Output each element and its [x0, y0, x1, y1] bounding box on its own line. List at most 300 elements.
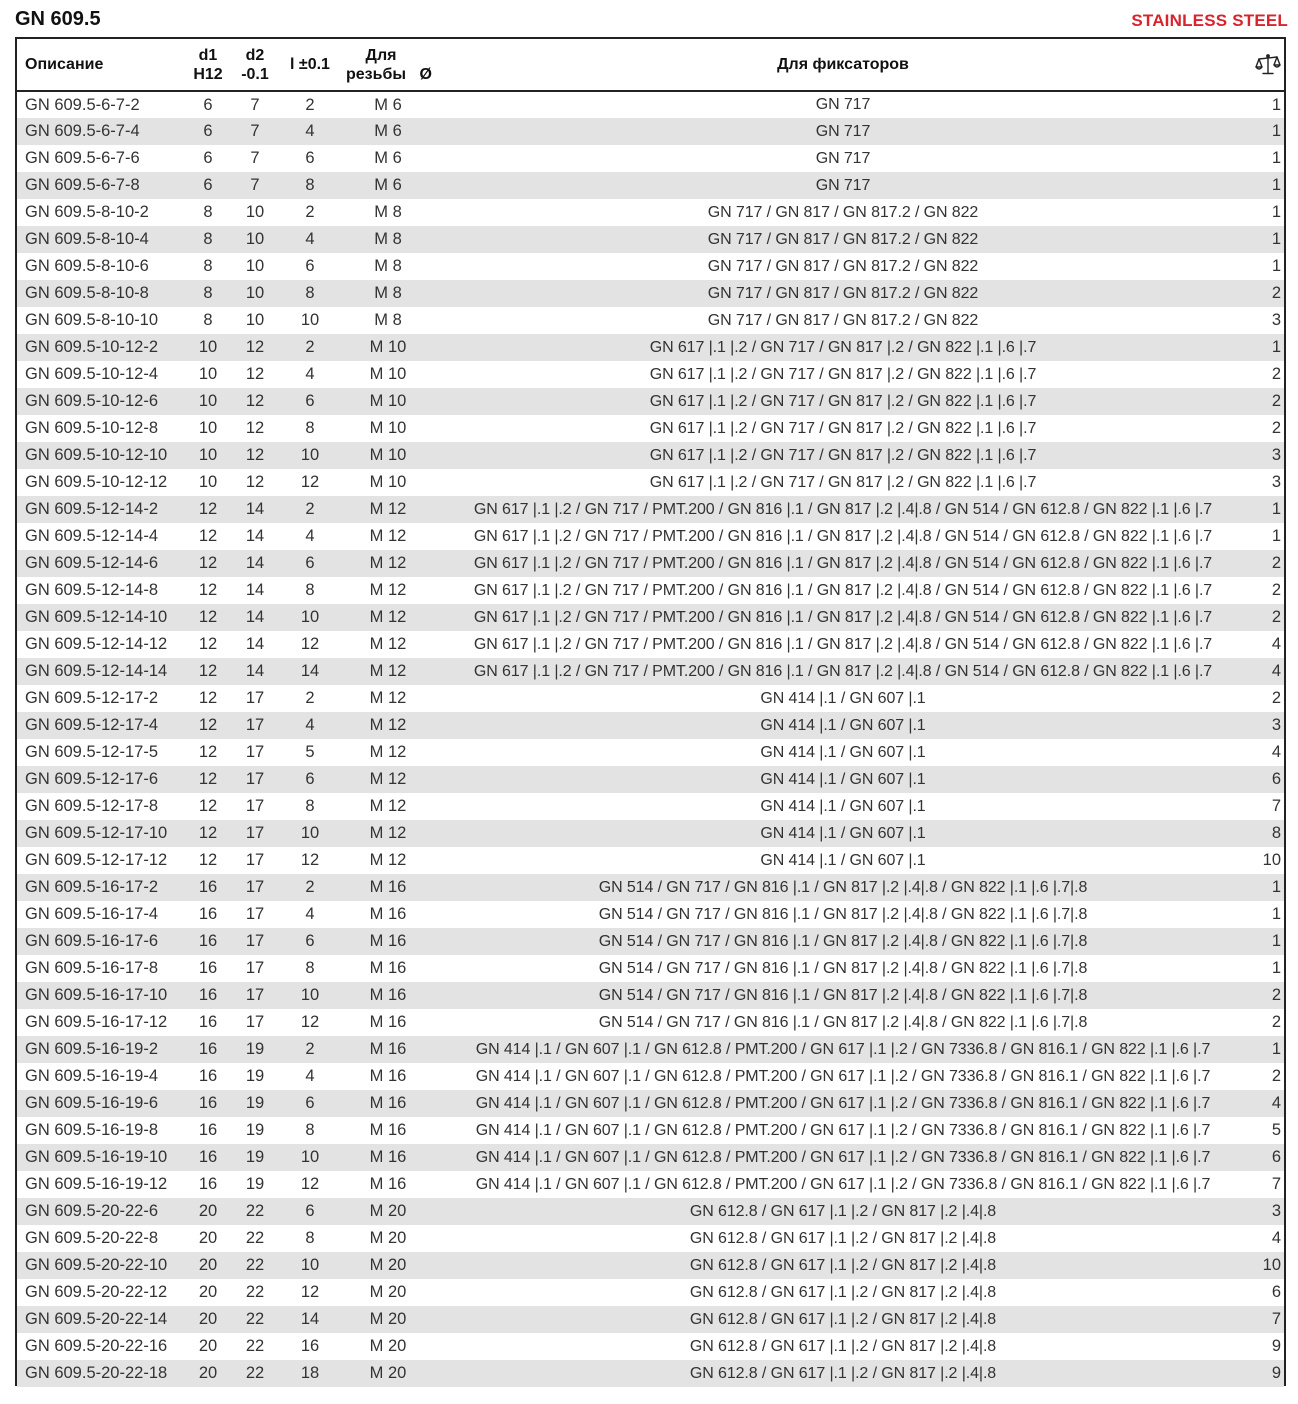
cell-thread: M 12: [369, 554, 407, 572]
cell-description: GN 609.5-8-10-2: [25, 203, 149, 221]
cell-thread: M 12: [369, 797, 407, 815]
cell-d1: 12: [198, 851, 218, 869]
cell-locking: GN 612.8 / GN 617 |.1 |.2 / GN 817 |.2 |.4|.8: [689, 1283, 997, 1301]
table-row: [17, 523, 1284, 550]
cell-d1: 20: [198, 1337, 218, 1355]
cell-d1: 20: [198, 1202, 218, 1220]
cell-l: 10: [300, 608, 320, 626]
cell-d2: 14: [245, 527, 265, 545]
cell-d2: 14: [245, 635, 265, 653]
table-row: [17, 280, 1284, 307]
cell-d2: 17: [245, 932, 265, 950]
cell-locking: GN 414 |.1 / GN 607 |.1 / GN 612.8 / PMT.200 / GN 617 |.1 |.2 / GN 7336.8 / GN 816.1 / GN 822 |.1 |.6 |.7: [475, 1094, 1211, 1112]
cell-description: GN 609.5-10-12-10: [25, 446, 168, 464]
cell-d1: 10: [198, 446, 218, 464]
cell-d1: 12: [198, 716, 218, 734]
cell-d1: 16: [198, 1094, 218, 1112]
cell-d1: 12: [198, 554, 218, 572]
cell-locking: GN 414 |.1 / GN 607 |.1: [760, 689, 926, 707]
cell-d1: 20: [198, 1364, 218, 1382]
cell-thread: M 16: [369, 878, 407, 896]
table-row: [17, 982, 1284, 1009]
cell-locking: GN 617 |.1 |.2 / GN 717 / GN 817 |.2 / GN 822 |.1 |.6 |.7: [649, 419, 1037, 437]
cell-d2: 10: [245, 230, 265, 248]
cell-weight: 2: [1271, 1067, 1281, 1085]
cell-locking: GN 617 |.1 |.2 / GN 717 / GN 817 |.2 / GN 822 |.1 |.6 |.7: [649, 365, 1037, 383]
cell-description: GN 609.5-12-14-6: [25, 554, 158, 572]
cell-locking: GN 414 |.1 / GN 607 |.1: [760, 743, 926, 761]
cell-d1: 12: [198, 689, 218, 707]
cell-d1: 10: [198, 473, 218, 491]
cell-d2: 10: [245, 311, 265, 329]
cell-thread: M 20: [369, 1310, 407, 1328]
cell-l: 8: [305, 797, 315, 815]
spec-table: [17, 39, 1284, 1387]
table-row: [17, 577, 1284, 604]
cell-d2: 17: [245, 824, 265, 842]
table-row: [17, 550, 1284, 577]
cell-thread: M 12: [369, 851, 407, 869]
cell-weight: 3: [1271, 716, 1281, 734]
cell-thread: M 20: [369, 1283, 407, 1301]
table-row: [17, 1117, 1284, 1144]
cell-locking: GN 617 |.1 |.2 / GN 717 / PMT.200 / GN 816 |.1 / GN 817 |.2 |.4|.8 / GN 514 / GN 612.8 / GN 822 |.1 |.6 |.7: [473, 500, 1213, 518]
cell-d1: 16: [198, 1067, 218, 1085]
cell-d2: 7: [250, 176, 260, 194]
cell-d1: 12: [198, 635, 218, 653]
cell-l: 8: [305, 1229, 315, 1247]
cell-d1: 12: [198, 662, 218, 680]
cell-thread: M 16: [369, 1067, 407, 1085]
table-row: [17, 388, 1284, 415]
cell-l: 4: [305, 905, 315, 923]
cell-l: 4: [305, 365, 315, 383]
cell-locking: GN 414 |.1 / GN 607 |.1 / GN 612.8 / PMT.200 / GN 617 |.1 |.2 / GN 7336.8 / GN 816.1 / GN 822 |.1 |.6 |.7: [475, 1040, 1211, 1058]
cell-thread: M 6: [374, 122, 402, 140]
cell-thread: M 6: [374, 149, 402, 167]
table-row: [17, 685, 1284, 712]
cell-locking: GN 514 / GN 717 / GN 816 |.1 / GN 817 |.2 |.4|.8 / GN 822 |.1 |.6 |.7|.8: [598, 932, 1088, 950]
table-body: [17, 91, 1284, 1387]
cell-d2: 12: [245, 338, 265, 356]
cell-thread: M 12: [369, 500, 407, 518]
cell-weight: 8: [1271, 824, 1281, 842]
cell-d2: 19: [245, 1121, 265, 1139]
cell-thread: M 12: [369, 662, 407, 680]
cell-thread: M 16: [369, 1013, 407, 1031]
cell-d2: 17: [245, 797, 265, 815]
cell-thread: M 16: [369, 1094, 407, 1112]
cell-locking: GN 414 |.1 / GN 607 |.1 / GN 612.8 / PMT.200 / GN 617 |.1 |.2 / GN 7336.8 / GN 816.1 / GN 822 |.1 |.6 |.7: [475, 1175, 1211, 1193]
cell-l: 10: [300, 824, 320, 842]
cell-d1: 16: [198, 1013, 218, 1031]
cell-l: 2: [305, 689, 315, 707]
cell-d2: 10: [245, 203, 265, 221]
cell-d2: 19: [245, 1094, 265, 1112]
cell-l: 18: [300, 1364, 320, 1382]
cell-weight: 6: [1271, 1148, 1281, 1166]
cell-thread: M 10: [369, 419, 407, 437]
cell-l: 6: [305, 392, 315, 410]
cell-d1: 16: [198, 1148, 218, 1166]
cell-d1: 12: [198, 608, 218, 626]
cell-d2: 17: [245, 770, 265, 788]
cell-weight: 1: [1271, 527, 1281, 545]
cell-locking: GN 414 |.1 / GN 607 |.1 / GN 612.8 / PMT.200 / GN 617 |.1 |.2 / GN 7336.8 / GN 816.1 / GN 822 |.1 |.6 |.7: [475, 1121, 1211, 1139]
cell-thread: M 10: [369, 338, 407, 356]
cell-locking: GN 617 |.1 |.2 / GN 717 / GN 817 |.2 / GN 822 |.1 |.6 |.7: [649, 446, 1037, 464]
cell-weight: 2: [1271, 581, 1281, 599]
cell-thread: M 16: [369, 1121, 407, 1139]
cell-description: GN 609.5-16-17-8: [25, 959, 158, 977]
cell-description: GN 609.5-12-14-12: [25, 635, 168, 653]
cell-l: 2: [305, 203, 315, 221]
cell-locking: GN 617 |.1 |.2 / GN 717 / GN 817 |.2 / GN 822 |.1 |.6 |.7: [649, 473, 1037, 491]
cell-weight: 2: [1271, 554, 1281, 572]
table-row: [17, 766, 1284, 793]
cell-d1: 16: [198, 986, 218, 1004]
table-row: [17, 901, 1284, 928]
cell-d2: 17: [245, 905, 265, 923]
cell-description: GN 609.5-8-10-6: [25, 257, 149, 275]
table-row: [17, 658, 1284, 685]
cell-description: GN 609.5-12-17-12: [25, 851, 168, 869]
cell-d1: 16: [198, 1121, 218, 1139]
table-row: [17, 1225, 1284, 1252]
cell-weight: 1: [1271, 959, 1281, 977]
table-row: [17, 1171, 1284, 1198]
cell-thread: M 12: [369, 770, 407, 788]
cell-description: GN 609.5-10-12-6: [25, 392, 158, 410]
cell-description: GN 609.5-20-22-14: [25, 1310, 168, 1328]
cell-d1: 6: [203, 149, 213, 167]
cell-d1: 12: [198, 581, 218, 599]
table-row: [17, 442, 1284, 469]
cell-locking: GN 717 / GN 817 / GN 817.2 / GN 822: [707, 203, 979, 221]
cell-l: 10: [300, 986, 320, 1004]
cell-thread: M 20: [369, 1229, 407, 1247]
cell-locking: GN 414 |.1 / GN 607 |.1 / GN 612.8 / PMT.200 / GN 617 |.1 |.2 / GN 7336.8 / GN 816.1 / GN 822 |.1 |.6 |.7: [475, 1148, 1211, 1166]
cell-d1: 12: [198, 743, 218, 761]
cell-thread: M 12: [369, 716, 407, 734]
cell-thread: M 10: [369, 446, 407, 464]
cell-weight: 10: [1262, 851, 1281, 869]
table-row: [17, 469, 1284, 496]
cell-d2: 17: [245, 743, 265, 761]
cell-locking: GN 717 / GN 817 / GN 817.2 / GN 822: [707, 284, 979, 302]
cell-l: 6: [305, 257, 315, 275]
cell-d1: 16: [198, 959, 218, 977]
table-row: [17, 145, 1284, 172]
cell-locking: GN 612.8 / GN 617 |.1 |.2 / GN 817 |.2 |.4|.8: [689, 1310, 997, 1328]
cell-locking: GN 514 / GN 717 / GN 816 |.1 / GN 817 |.2 |.4|.8 / GN 822 |.1 |.6 |.7|.8: [598, 959, 1088, 977]
cell-thread: M 10: [369, 473, 407, 491]
cell-weight: 1: [1271, 203, 1281, 221]
cell-weight: 9: [1271, 1364, 1281, 1382]
cell-locking: GN 514 / GN 717 / GN 816 |.1 / GN 817 |.2 |.4|.8 / GN 822 |.1 |.6 |.7|.8: [598, 986, 1088, 1004]
cell-description: GN 609.5-12-17-10: [25, 824, 168, 842]
cell-weight: 4: [1271, 1229, 1281, 1247]
cell-d2: 19: [245, 1175, 265, 1193]
cell-weight: 1: [1271, 257, 1281, 275]
cell-d2: 7: [250, 149, 260, 167]
cell-description: GN 609.5-20-22-8: [25, 1229, 158, 1247]
cell-d2: 19: [245, 1148, 265, 1166]
cell-d1: 12: [198, 797, 218, 815]
cell-d1: 8: [203, 203, 213, 221]
cell-description: GN 609.5-12-17-4: [25, 716, 158, 734]
cell-l: 12: [300, 473, 320, 491]
cell-description: GN 609.5-12-17-5: [25, 743, 158, 761]
cell-d1: 12: [198, 770, 218, 788]
cell-thread: M 10: [369, 392, 407, 410]
cell-d1: 16: [198, 1040, 218, 1058]
cell-d1: 12: [198, 500, 218, 518]
cell-weight: 1: [1271, 338, 1281, 356]
cell-thread: M 10: [369, 365, 407, 383]
cell-description: GN 609.5-16-17-12: [25, 1013, 168, 1031]
cell-l: 12: [300, 1283, 320, 1301]
cell-weight: 1: [1271, 122, 1281, 140]
cell-weight: 4: [1271, 743, 1281, 761]
cell-weight: 1: [1271, 149, 1281, 167]
cell-d2: 14: [245, 662, 265, 680]
cell-l: 6: [305, 554, 315, 572]
cell-locking: GN 414 |.1 / GN 607 |.1 / GN 612.8 / PMT.200 / GN 617 |.1 |.2 / GN 7336.8 / GN 816.1 / GN 822 |.1 |.6 |.7: [475, 1067, 1211, 1085]
cell-d1: 10: [198, 392, 218, 410]
table-row: [17, 1036, 1284, 1063]
table-row: [17, 199, 1284, 226]
cell-description: GN 609.5-20-22-16: [25, 1337, 168, 1355]
table-header-row: [17, 39, 1284, 91]
cell-thread: M 8: [374, 284, 402, 302]
table-row: [17, 361, 1284, 388]
cell-d2: 12: [245, 392, 265, 410]
cell-d2: 14: [245, 581, 265, 599]
cell-thread: M 20: [369, 1256, 407, 1274]
cell-locking: GN 717: [815, 176, 871, 194]
cell-description: GN 609.5-6-7-2: [25, 95, 140, 114]
cell-d1: 16: [198, 878, 218, 896]
cell-description: GN 609.5-16-19-12: [25, 1175, 168, 1193]
cell-thread: M 16: [369, 986, 407, 1004]
cell-d1: 20: [198, 1256, 218, 1274]
cell-l: 12: [300, 851, 320, 869]
cell-locking: GN 617 |.1 |.2 / GN 717 / PMT.200 / GN 816 |.1 / GN 817 |.2 |.4|.8 / GN 514 / GN 612.8 / GN 822 |.1 |.6 |.7: [473, 608, 1213, 626]
cell-d2: 17: [245, 716, 265, 734]
cell-l: 8: [305, 959, 315, 977]
table-row: [17, 1144, 1284, 1171]
cell-l: 4: [305, 527, 315, 545]
cell-description: GN 609.5-12-14-8: [25, 581, 158, 599]
cell-d2: 10: [245, 257, 265, 275]
cell-locking: GN 514 / GN 717 / GN 816 |.1 / GN 817 |.2 |.4|.8 / GN 822 |.1 |.6 |.7|.8: [598, 905, 1088, 923]
diameter-symbol: Ø: [419, 65, 432, 83]
cell-locking: GN 617 |.1 |.2 / GN 717 / PMT.200 / GN 816 |.1 / GN 817 |.2 |.4|.8 / GN 514 / GN 612.8 / GN 822 |.1 |.6 |.7: [473, 554, 1213, 572]
cell-d2: 17: [245, 851, 265, 869]
cell-locking: GN 414 |.1 / GN 607 |.1: [760, 824, 926, 842]
cell-locking: GN 617 |.1 |.2 / GN 717 / PMT.200 / GN 816 |.1 / GN 817 |.2 |.4|.8 / GN 514 / GN 612.8 / GN 822 |.1 |.6 |.7: [473, 581, 1213, 599]
cell-d2: 14: [245, 500, 265, 518]
table-row: [17, 1198, 1284, 1225]
col-header-thread: Для резьбы Ø: [342, 39, 434, 91]
cell-d2: 10: [245, 284, 265, 302]
cell-d1: 12: [198, 527, 218, 545]
cell-d2: 19: [245, 1067, 265, 1085]
table-row: [17, 496, 1284, 523]
table-row: [17, 604, 1284, 631]
cell-description: GN 609.5-16-17-6: [25, 932, 158, 950]
cell-l: 6: [305, 770, 315, 788]
cell-d1: 10: [198, 365, 218, 383]
cell-description: GN 609.5-8-10-4: [25, 230, 149, 248]
cell-thread: M 20: [369, 1202, 407, 1220]
cell-locking: GN 612.8 / GN 617 |.1 |.2 / GN 817 |.2 |.4|.8: [689, 1202, 997, 1220]
cell-d2: 17: [245, 878, 265, 896]
cell-description: GN 609.5-12-17-2: [25, 689, 158, 707]
table-row: [17, 172, 1284, 199]
cell-weight: 7: [1271, 797, 1281, 815]
cell-thread: M 6: [374, 176, 402, 194]
cell-d1: 8: [203, 311, 213, 329]
cell-thread: M 8: [374, 203, 402, 221]
cell-thread: M 8: [374, 257, 402, 275]
cell-d1: 20: [198, 1283, 218, 1301]
cell-locking: GN 414 |.1 / GN 607 |.1: [760, 797, 926, 815]
cell-l: 5: [305, 743, 315, 761]
cell-d2: 12: [245, 419, 265, 437]
cell-description: GN 609.5-16-17-4: [25, 905, 158, 923]
cell-l: 14: [300, 1310, 320, 1328]
product-code-title: GN 609.5: [15, 8, 101, 30]
cell-d1: 20: [198, 1229, 218, 1247]
cell-weight: 2: [1271, 392, 1281, 410]
cell-d1: 6: [203, 95, 213, 114]
cell-l: 8: [305, 176, 315, 194]
cell-l: 4: [305, 716, 315, 734]
cell-weight: 6: [1271, 1283, 1281, 1301]
cell-weight: 7: [1271, 1175, 1281, 1193]
table-row: [17, 847, 1284, 874]
table-row: [17, 631, 1284, 658]
cell-d1: 10: [198, 338, 218, 356]
cell-d1: 6: [203, 122, 213, 140]
cell-l: 2: [305, 1040, 315, 1058]
cell-d1: 8: [203, 284, 213, 302]
table-row: [17, 793, 1284, 820]
cell-weight: 4: [1271, 1094, 1281, 1112]
cell-locking: GN 514 / GN 717 / GN 816 |.1 / GN 817 |.2 |.4|.8 / GN 822 |.1 |.6 |.7|.8: [598, 1013, 1088, 1031]
cell-description: GN 609.5-6-7-4: [25, 122, 140, 140]
table-row: [17, 226, 1284, 253]
cell-locking: GN 617 |.1 |.2 / GN 717 / PMT.200 / GN 816 |.1 / GN 817 |.2 |.4|.8 / GN 514 / GN 612.8 / GN 822 |.1 |.6 |.7: [473, 662, 1213, 680]
col-header-l: l ±0.1: [278, 39, 342, 91]
cell-thread: M 12: [369, 527, 407, 545]
cell-d1: 16: [198, 905, 218, 923]
cell-d1: 20: [198, 1310, 218, 1328]
cell-l: 12: [300, 1013, 320, 1031]
cell-locking: GN 717 / GN 817 / GN 817.2 / GN 822: [707, 311, 979, 329]
page-header: [15, 8, 1288, 34]
cell-weight: 2: [1271, 365, 1281, 383]
material-label: STAINLESS STEEL: [1131, 11, 1288, 30]
cell-d2: 7: [250, 95, 260, 114]
table-row: [17, 874, 1284, 901]
cell-l: 2: [305, 500, 315, 518]
cell-thread: M 12: [369, 635, 407, 653]
cell-l: 16: [300, 1337, 320, 1355]
cell-l: 6: [305, 1094, 315, 1112]
cell-weight: 1: [1271, 176, 1281, 194]
table-row: [17, 712, 1284, 739]
cell-thread: M 20: [369, 1337, 407, 1355]
cell-locking: GN 717 / GN 817 / GN 817.2 / GN 822: [707, 257, 979, 275]
cell-thread: M 16: [369, 1148, 407, 1166]
cell-locking: GN 612.8 / GN 617 |.1 |.2 / GN 817 |.2 |.4|.8: [689, 1229, 997, 1247]
cell-d1: 6: [203, 176, 213, 194]
cell-d2: 22: [245, 1364, 265, 1382]
cell-d2: 22: [245, 1283, 265, 1301]
cell-weight: 1: [1271, 878, 1281, 896]
col-header-description: Описание: [17, 39, 184, 91]
cell-weight: 2: [1271, 689, 1281, 707]
cell-d2: 17: [245, 959, 265, 977]
cell-description: GN 609.5-12-14-2: [25, 500, 158, 518]
table-row: [17, 334, 1284, 361]
cell-thread: M 16: [369, 1175, 407, 1193]
table-row: [17, 1090, 1284, 1117]
cell-locking: GN 612.8 / GN 617 |.1 |.2 / GN 817 |.2 |.4|.8: [689, 1337, 997, 1355]
cell-weight: 1: [1271, 905, 1281, 923]
cell-d2: 19: [245, 1040, 265, 1058]
cell-d1: 16: [198, 932, 218, 950]
cell-weight: 4: [1271, 635, 1281, 653]
cell-d2: 22: [245, 1256, 265, 1274]
cell-d2: 14: [245, 608, 265, 626]
cell-locking: GN 612.8 / GN 617 |.1 |.2 / GN 817 |.2 |.4|.8: [689, 1256, 997, 1274]
cell-description: GN 609.5-20-22-10: [25, 1256, 168, 1274]
cell-l: 10: [300, 446, 320, 464]
cell-l: 6: [305, 932, 315, 950]
cell-thread: M 12: [369, 689, 407, 707]
cell-l: 4: [305, 122, 315, 140]
cell-thread: M 16: [369, 959, 407, 977]
cell-locking: GN 717: [815, 96, 871, 113]
table-row: [17, 955, 1284, 982]
table-row: [17, 415, 1284, 442]
cell-weight: 2: [1271, 419, 1281, 437]
cell-locking: GN 514 / GN 717 / GN 816 |.1 / GN 817 |.2 |.4|.8 / GN 822 |.1 |.6 |.7|.8: [598, 878, 1088, 896]
col-header-weight: [1252, 39, 1284, 91]
cell-locking: GN 414 |.1 / GN 607 |.1: [760, 770, 926, 788]
cell-d1: 10: [198, 419, 218, 437]
cell-weight: 4: [1271, 662, 1281, 680]
cell-weight: 2: [1271, 284, 1281, 302]
cell-description: GN 609.5-20-22-12: [25, 1283, 168, 1301]
cell-description: GN 609.5-10-12-8: [25, 419, 158, 437]
cell-locking: GN 414 |.1 / GN 607 |.1: [760, 716, 926, 734]
cell-thread: M 16: [369, 932, 407, 950]
cell-locking: GN 717: [815, 149, 871, 167]
cell-l: 8: [305, 419, 315, 437]
cell-description: GN 609.5-6-7-6: [25, 149, 140, 167]
cell-d2: 17: [245, 986, 265, 1004]
cell-description: GN 609.5-12-17-8: [25, 797, 158, 815]
cell-l: 6: [305, 1202, 315, 1220]
cell-l: 2: [305, 95, 315, 114]
cell-d2: 12: [245, 473, 265, 491]
cell-d2: 22: [245, 1229, 265, 1247]
